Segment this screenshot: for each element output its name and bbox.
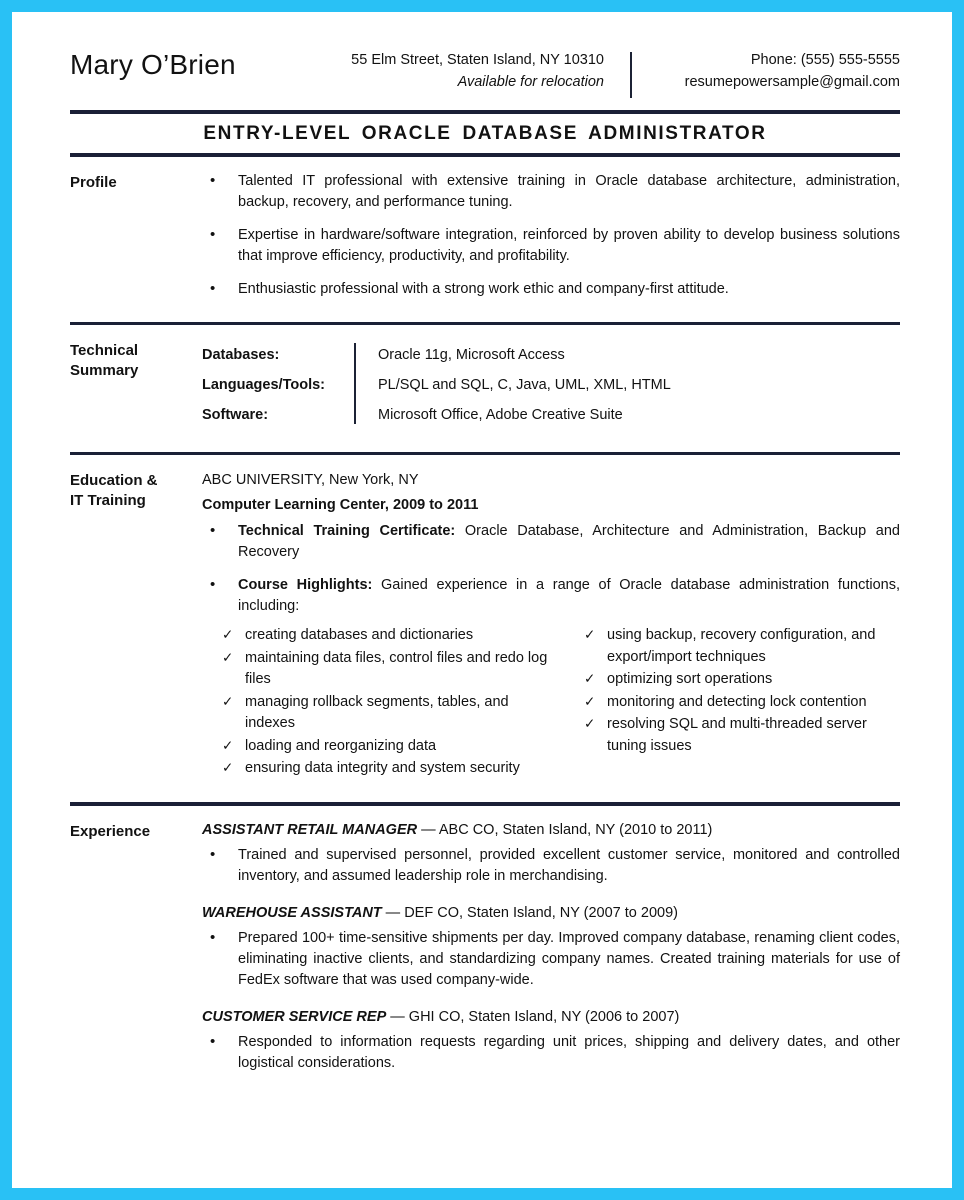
resume-header xyxy=(70,38,900,110)
experience-entry xyxy=(202,1007,900,1074)
contact-address: 55 Elm Street, Staten Island, NY 10310 xyxy=(351,52,604,68)
list-item: ✓ creating databases and dictionaries xyxy=(220,625,560,646)
list-item: ✓ monitoring and detecting lock contention xyxy=(582,692,900,713)
list-item: ✓ loading and reorganizing data xyxy=(220,736,560,757)
course-highlights-right-column xyxy=(560,625,900,780)
section-label-technical-summary xyxy=(70,339,202,430)
experience-body xyxy=(202,820,900,1073)
job-role: WAREHOUSE ASSISTANT xyxy=(202,905,382,922)
contact-relocation: Available for relocation xyxy=(457,73,604,90)
education-bullet-list xyxy=(202,521,900,617)
section-profile xyxy=(70,157,900,300)
list-item: • Talented IT professional with extensive training in Oracle database architecture, administration, backup, recovery, and performance tuning. xyxy=(202,171,900,213)
job-bullet-list xyxy=(202,1032,900,1074)
list-item: ✓ maintaining data files, control files and redo log files xyxy=(220,648,560,691)
tech-key: Software: xyxy=(202,406,269,423)
profile-body xyxy=(202,171,900,300)
job-role: ASSISTANT RETAIL MANAGER xyxy=(202,822,418,839)
job-title: ENTRY-LEVEL ORACLE DATABASE ADMINISTRATOR xyxy=(203,123,767,144)
contact-block xyxy=(236,44,900,98)
list-item: • Trained and supervised personnel, provided excellent customer service, monitored and controlled inventory, and assumed leadership role in merchandising. xyxy=(202,845,900,887)
course-highlights-left-column xyxy=(220,625,560,780)
tech-key: Languages/Tools: xyxy=(202,376,325,393)
technical-summary-keys xyxy=(202,341,354,430)
tech-value: Oracle 11g, Microsoft Access xyxy=(378,347,565,364)
education-school: ABC UNIVERSITY, New York, NY xyxy=(202,472,419,489)
education-certificate-label: Technical Training Certificate: xyxy=(238,523,456,540)
list-item: ✓ using backup, recovery configuration, and export/import techniques xyxy=(582,625,900,668)
technical-summary-body xyxy=(202,339,900,430)
contact-phone: Phone: (555) 555-5555 xyxy=(750,52,900,68)
resume-sheet xyxy=(12,12,952,1188)
list-item: ✓ resolving SQL and multi-threaded server tuning issues xyxy=(582,714,900,757)
list-item: • Expertise in hardware/software integration, reinforced by proven ability to develop business solutions that improve efficiency, productivity, and profitability. xyxy=(202,225,900,267)
job-title-band xyxy=(70,114,900,153)
section-label-education xyxy=(70,469,202,780)
list-item xyxy=(202,521,900,563)
section-label-line-1: Technical xyxy=(70,342,139,360)
section-label-profile: Profile xyxy=(70,174,117,191)
job-role: CUSTOMER SERVICE REP xyxy=(202,1008,387,1025)
technical-summary-values xyxy=(356,341,671,430)
section-technical-summary xyxy=(70,325,900,430)
job-bullet-list xyxy=(202,845,900,887)
list-item: • Responded to information requests regarding unit prices, shipping and delivery dates, and other logistical considerations. xyxy=(202,1032,900,1074)
job-bullet-list xyxy=(202,928,900,991)
education-program: Computer Learning Center, 2009 to 2011 xyxy=(202,496,479,513)
resume-page xyxy=(12,12,952,1188)
list-item xyxy=(202,575,900,617)
contact-phone-email-block xyxy=(632,50,900,94)
tech-value: Microsoft Office, Adobe Creative Suite xyxy=(378,406,623,423)
job-company: — ABC CO, Staten Island, NY (2010 to 2011) xyxy=(417,822,713,839)
section-experience xyxy=(70,806,900,1073)
section-education xyxy=(70,455,900,780)
job-heading xyxy=(202,820,900,845)
tech-value: PL/SQL and SQL, C, Java, UML, XML, HTML xyxy=(378,376,671,393)
list-item: ✓ ensuring data integrity and system security xyxy=(220,758,560,779)
course-highlights-right-list xyxy=(582,625,900,757)
technical-summary-grid xyxy=(202,339,900,430)
list-item: ✓ managing rollback segments, tables, and indexes xyxy=(220,692,560,735)
course-highlights-columns xyxy=(202,617,900,780)
job-heading xyxy=(202,1007,900,1032)
section-label-experience: Experience xyxy=(70,823,151,841)
profile-bullet-list xyxy=(202,171,900,300)
section-label-line-2: IT Training xyxy=(70,492,146,510)
education-body xyxy=(202,469,900,780)
list-item: ✓ optimizing sort operations xyxy=(582,669,900,690)
education-certificate-text: Oracle Database, Architecture and Administration, Backup and Recovery xyxy=(238,523,900,561)
section-label-line-2: Summary xyxy=(70,362,139,380)
list-item: • Prepared 100+ time-sensitive shipments per day. Improved company database, renaming client codes, eliminating inactive clients, and standardizing company names. Created training materials for use of FedEx software that was used company-wide. xyxy=(202,928,900,991)
course-highlights-left-list xyxy=(220,625,560,779)
education-highlights-text: Gained experience in a range of Oracle database administration functions, including: xyxy=(238,577,900,615)
education-highlights-label: Course Highlights: xyxy=(238,577,373,594)
experience-entry xyxy=(202,820,900,903)
job-heading xyxy=(202,903,900,928)
contact-email: resumepowersample@gmail.com xyxy=(684,73,900,90)
tech-key: Databases: xyxy=(202,347,280,364)
list-item: • Enthusiastic professional with a strong work ethic and company-first attitude. xyxy=(202,279,900,300)
section-label-line-1: Education & xyxy=(70,472,158,490)
candidate-name: Mary O’Brien xyxy=(70,49,236,80)
experience-entry xyxy=(202,903,900,1007)
contact-address-block xyxy=(351,50,630,94)
job-company: — GHI CO, Staten Island, NY (2006 to 2007) xyxy=(386,1008,680,1025)
job-company: — DEF CO, Staten Island, NY (2007 to 2009) xyxy=(381,905,678,922)
